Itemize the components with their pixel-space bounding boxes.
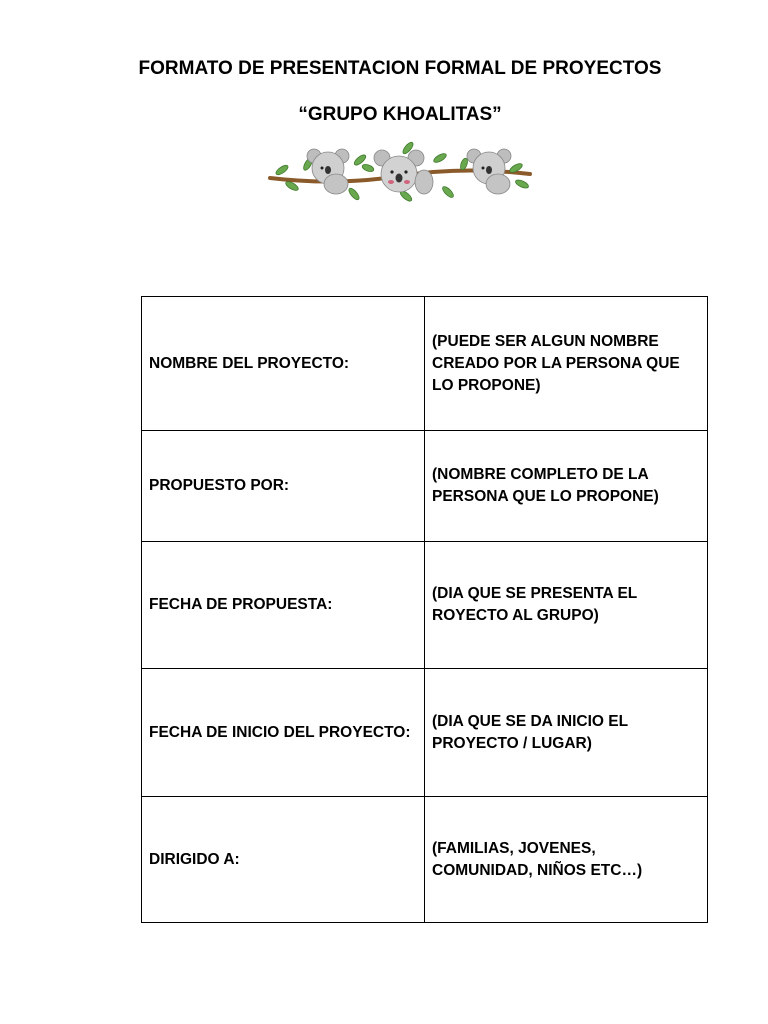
field-value-nombre: (PUEDE SER ALGUN NOMBRE CREADO POR LA PERSONA QUE LO PROPONE)	[425, 297, 708, 431]
field-label-dirigido: DIRIGIDO A:	[142, 797, 425, 923]
field-value-fecha-propuesta: (DIA QUE SE PRESENTA EL ROYECTO AL GRUPO)	[425, 542, 708, 669]
field-label-propuesto: PROPUESTO POR:	[142, 431, 425, 542]
project-form-table	[141, 296, 708, 923]
table-row	[142, 297, 708, 431]
table-row	[142, 542, 708, 669]
table-row	[142, 669, 708, 797]
table-row	[142, 431, 708, 542]
field-label-nombre: NOMBRE DEL PROYECTO:	[142, 297, 425, 431]
field-value-dirigido: (FAMILIAS, JOVENES, COMUNIDAD, NIÑOS ETC…)	[425, 797, 708, 923]
field-label-fecha-propuesta: FECHA DE PROPUESTA:	[142, 542, 425, 669]
table-row	[142, 797, 708, 923]
koala-branch-icon	[268, 138, 532, 210]
field-value-propuesto: (NOMBRE COMPLETO DE LA PERSONA QUE LO PROPONE)	[425, 431, 708, 542]
field-label-fecha-inicio: FECHA DE INICIO DEL PROYECTO:	[142, 669, 425, 797]
field-value-fecha-inicio: (DIA QUE SE DA INICIO EL PROYECTO / LUGAR)	[425, 669, 708, 797]
page-subtitle: “GRUPO KHOALITAS”	[298, 104, 502, 125]
page-title: FORMATO DE PRESENTACION FORMAL DE PROYECTOS	[138, 58, 662, 79]
